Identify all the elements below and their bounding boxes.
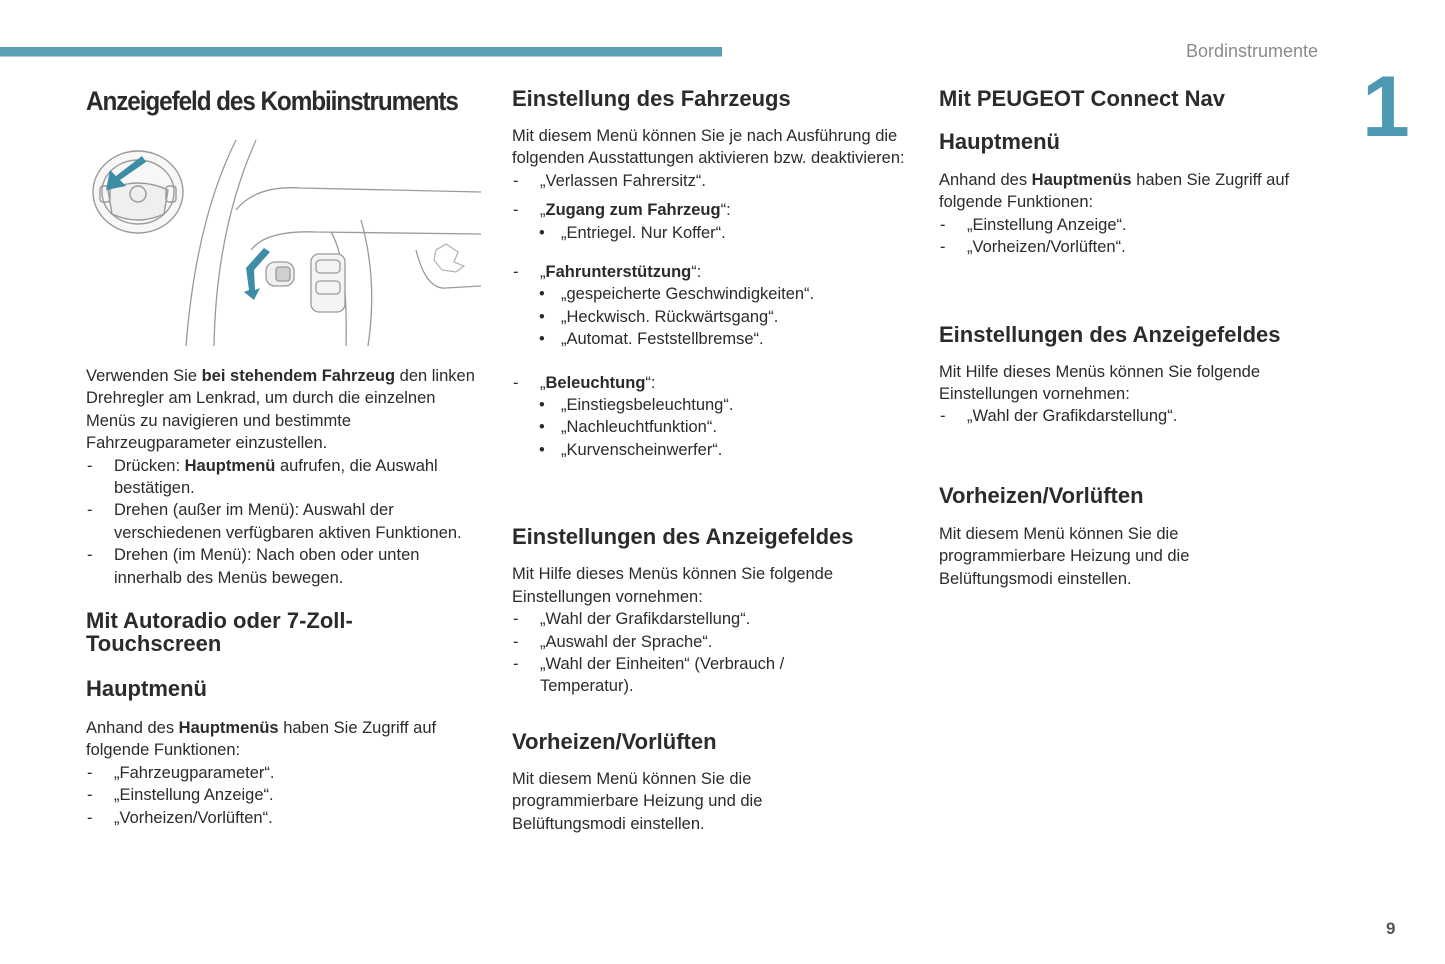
sub-item: • „gespeicherte Geschwindigkeiten“. (512, 283, 902, 305)
control-list (86, 455, 476, 589)
main-menu-list (86, 762, 476, 829)
steering-wheel-detail (186, 140, 481, 346)
vehicle-settings-list-2 (512, 261, 902, 283)
list-item: - Drücken: Hauptmenü aufrufen, die Auswahl bestätigen. (86, 455, 476, 500)
column-1 (86, 80, 476, 829)
brand-logo (434, 244, 464, 272)
list-item: - „Verlassen Fahrersitz“. (512, 170, 902, 192)
driving-aid-sublist (512, 283, 902, 350)
main-menu-heading: Hauptmenü (86, 676, 207, 702)
main-menu-intro-nav: Anhand des Hauptmenüs haben Sie Zugriff auf folgende Funktionen: (939, 171, 1290, 212)
list-item: - „Einstellung Anzeige“. (86, 784, 476, 806)
page-number: 9 (1386, 919, 1396, 938)
vehicle-settings-heading: Einstellung des Fahrzeugs (512, 86, 791, 111)
main-menu-heading-nav: Hauptmenü (939, 129, 1060, 154)
list-item: - „Fahrzeugparameter“. (86, 762, 476, 784)
display-settings-list (512, 608, 902, 698)
column-3 (939, 80, 1329, 590)
list-item: - „Fahrunterstützung“: (512, 261, 902, 283)
display-settings-heading: Einstellungen des Anzeigefeldes (512, 524, 854, 550)
section-name: Bordinstrumente (1186, 41, 1319, 61)
connect-nav-heading: Mit PEUGEOT Connect Nav (939, 86, 1226, 111)
list-item: - „Wahl der Grafikdarstellung“. (512, 608, 902, 630)
list-item: - „Wahl der Grafikdarstellung“. (939, 405, 1329, 427)
main-menu-list-nav (939, 214, 1329, 259)
header-accent-line (0, 56, 722, 57)
list-item: - „Vorheizen/Vorlüften“. (86, 807, 476, 829)
lighting-sublist (512, 394, 902, 461)
sub-item: • „Automat. Feststellbremse“. (512, 328, 902, 350)
list-item: - Drehen (außer im Menü): Auswahl der verschiedenen verfügbaren aktiven Funktionen. (86, 499, 476, 544)
sub-item: • „Heckwisch. Rückwärtsgang“. (512, 306, 902, 328)
vehicle-settings-list-3 (512, 372, 902, 394)
sub-item: • „Kurvenscheinwerfer“. (512, 439, 902, 461)
intro-paragraph: Verwenden Sie bei stehendem Fahrzeug den linken Drehregler am Lenkrad, um durch die einzelnen Menüs zu navigieren und bestimmte Fahrzeugparameter einzustellen. (86, 367, 475, 453)
display-settings-intro-nav: Mit Hilfe dieses Menüs können Sie folgende Einstellungen vornehmen: (939, 362, 1261, 404)
list-item: - „Wahl der Einheiten“ (Verbrauch / Temperatur). (512, 653, 820, 698)
sub-item: • „Entriegel. Nur Koffer“. (512, 222, 902, 244)
steering-wheel-illustration (86, 140, 481, 350)
list-item: - „Zugang zum Fahrzeug“: (512, 199, 902, 221)
list-item: - „Beleuchtung“: (512, 372, 902, 394)
sub-item: • „Einstiegsbeleuchtung“. (512, 394, 902, 416)
sub-item: • „Nachleuchtfunktion“. (512, 416, 902, 438)
list-item: - Drehen (im Menü): Nach oben oder unten innerhalb des Menüs bewegen. (86, 544, 476, 589)
display-settings-intro: Mit Hilfe dieses Menüs können Sie folgende Einstellungen vornehmen: (512, 565, 834, 606)
list-item: - „Auswahl der Sprache“. (512, 631, 902, 653)
preheat-text: Mit diesem Menü können Sie die programmierbare Heizung und die Belüftungsmodi einstellen. (512, 769, 763, 833)
page-title: Anzeigefeld des Kombiinstruments (86, 86, 458, 116)
access-sublist (512, 222, 902, 244)
display-settings-list-nav (939, 405, 1329, 427)
vehicle-settings-list (512, 170, 902, 222)
preheat-heading: Vorheizen/Vorlüften (512, 728, 717, 754)
display-settings-heading-nav: Einstellungen des Anzeigefeldes (939, 321, 1281, 347)
column-2 (512, 80, 905, 835)
preheat-heading-nav: Vorheizen/Vorlüften (939, 482, 1144, 508)
preheat-text-nav: Mit diesem Menü können Sie die programmierbare Heizung und die Belüftungsmodi einstellen. (939, 524, 1190, 588)
chapter-number: 1 (1362, 59, 1410, 155)
radio-heading: Mit Autoradio oder 7-Zoll-Touchscreen (86, 608, 353, 657)
list-item: - „Einstellung Anzeige“. (939, 214, 1329, 236)
list-item: - „Vorheizen/Vorlüften“. (939, 236, 1329, 258)
main-menu-intro: Anhand des Hauptmenüs haben Sie Zugriff auf folgende Funktionen: (86, 719, 437, 760)
vehicle-settings-intro: Mit diesem Menü können Sie je nach Ausführung die folgenden Ausstattungen aktivieren bzw. deaktivieren: (512, 127, 905, 168)
